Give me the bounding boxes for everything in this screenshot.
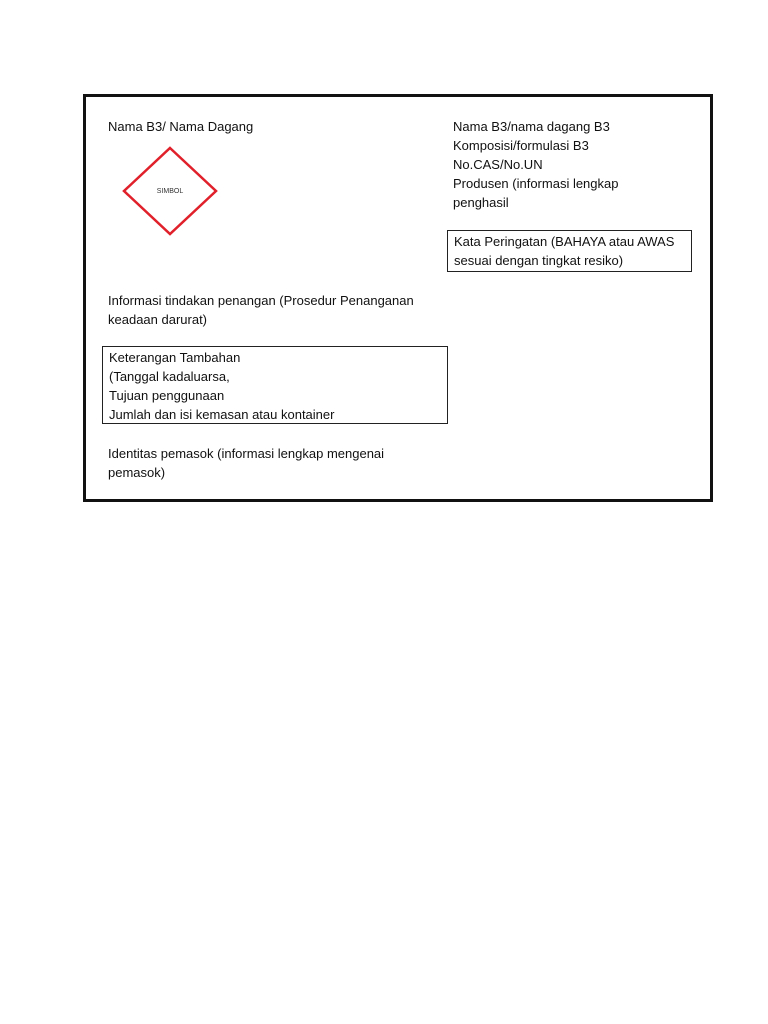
additional-info-box	[102, 346, 448, 424]
supplier-identity-line: Identitas pemasok (informasi lengkap mengenai	[108, 446, 385, 461]
handling-info	[108, 291, 414, 329]
detail-line-cas-un: No.CAS/No.UN	[453, 157, 543, 172]
detail-line-composition: Komposisi/formulasi B3	[453, 138, 589, 153]
additional-info-line: (Tanggal kadaluarsa,	[109, 369, 230, 384]
warning-word-line: Kata Peringatan (BAHAYA atau AWAS	[454, 234, 675, 249]
additional-info-line: Jumlah dan isi kemasan atau kontainer	[109, 407, 335, 422]
detail-line-product-name: Nama B3/nama dagang B3	[453, 119, 610, 134]
product-name: Nama B3/ Nama Dagang	[108, 119, 254, 134]
supplier-identity-line: pemasok)	[108, 465, 166, 480]
hazard-label-card	[83, 94, 713, 502]
hazard-diamond-icon	[122, 146, 218, 236]
handling-info-line: keadaan darurat)	[108, 312, 208, 327]
additional-info-line: Tujuan penggunaan	[109, 388, 225, 403]
detail-line-producer: Produsen (informasi lengkap	[453, 176, 619, 191]
supplier-identity	[108, 444, 384, 482]
detail-line-producer-cont: penghasil	[453, 195, 509, 210]
symbol-text: SIMBOL	[156, 188, 184, 195]
handling-info-line: Informasi tindakan penangan (Prosedur Penanganan	[108, 293, 414, 308]
warning-word-box	[447, 230, 692, 272]
warning-word-line: sesuai dengan tingkat resiko)	[454, 253, 624, 268]
additional-info-line: Keterangan Tambahan	[109, 350, 241, 365]
product-details	[453, 117, 618, 212]
